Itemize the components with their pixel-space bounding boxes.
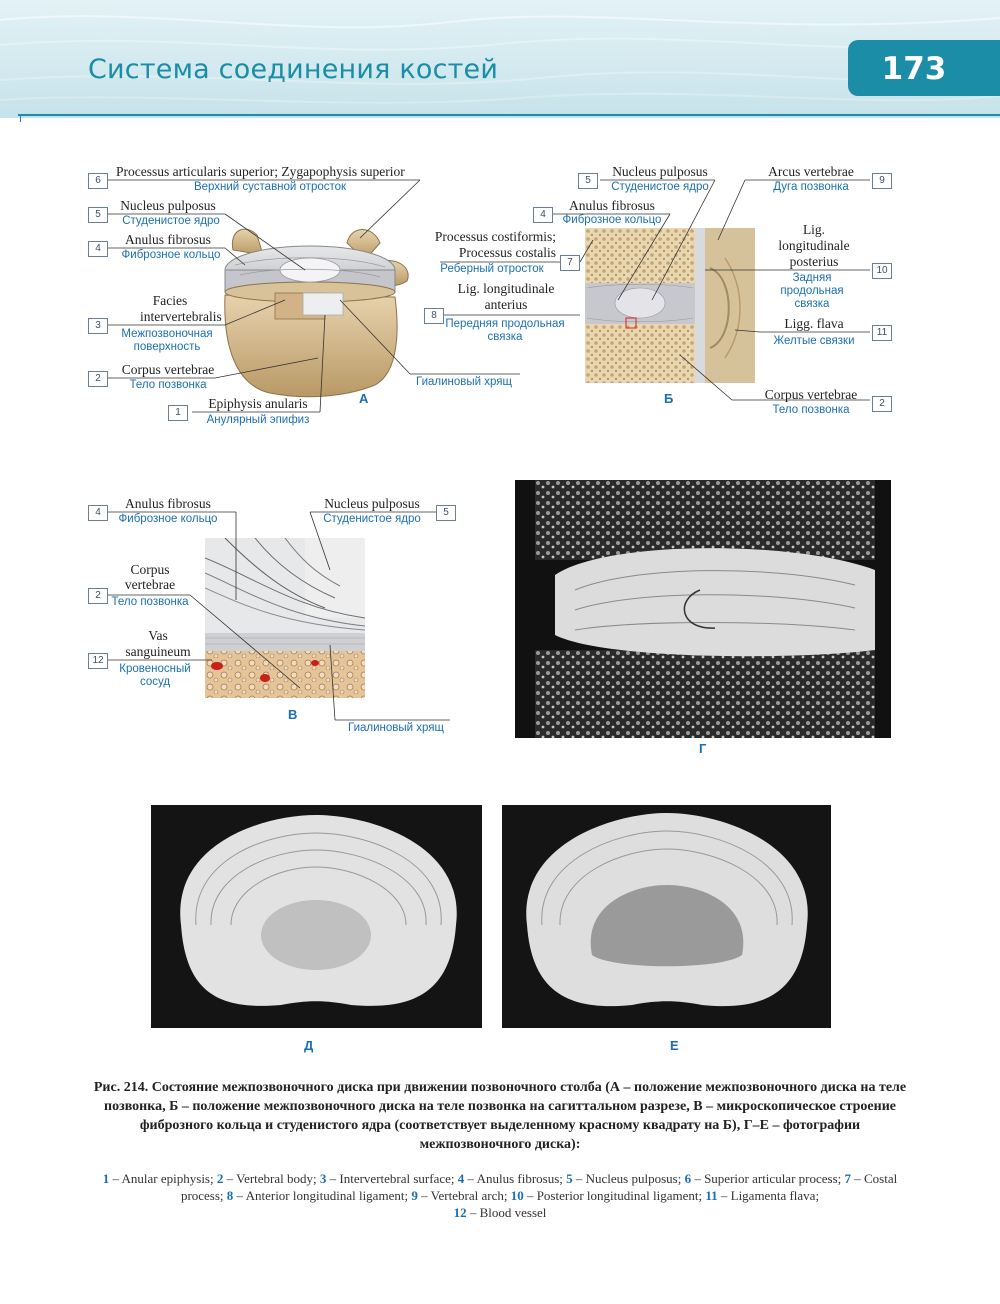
ref-number: 5 [436,505,456,521]
legend-item: 8 – Anterior longitudinal ligament; [226,1188,409,1203]
figure-b-sagittal-section [585,228,755,383]
latin-label: Corpus vertebrae [764,387,858,402]
latin-label: Epiphysis anularis [208,396,308,411]
figure-v-microscopic-illustration [205,538,365,698]
ref-number: 11 [872,325,892,341]
figure-a-vertebra-illustration [215,215,415,405]
ref-number: 12 [88,653,108,669]
russian-label: Тело позвонка [111,596,189,608]
ref-number: 4 [88,241,108,257]
ref-number: 2 [872,396,892,412]
latin-label: Processus costiformis; Processus costalis [434,229,556,260]
figure-caption: Рис. 214. Состояние межпозвоночного диска при движении позвоночного столба (А – положение межпозвоночного диска на теле позвонка, Б – положение межпозвоночного диска на теле позвонка на сагиттальном разрезе, В – микроскопическое строение фиброзного кольца и студенистого ядра (соответствует выделенному красному квадрату на Б), Г–Е – фотографии межпозвоночного диска): [93,1080,907,1152]
latin-label: Vas sanguineum [125,628,191,659]
legend-item: 6 – Superior articular process; [684,1171,842,1186]
ref-number: 8 [424,308,444,324]
russian-label: Межпозвоночная поверхность [121,328,213,353]
figure-v-letter: В [288,707,298,722]
latin-label: Arcus vertebrae [768,164,854,179]
ref-number: 1 [168,405,188,421]
header-rule [18,114,1000,116]
figure-e-letter: Е [670,1038,679,1053]
latin-label: Nucleus pulposus [612,164,708,179]
hyaline-cartilage-label: Гиалиновый хрящ [348,722,444,734]
russian-label: Задняя продольная связка [780,272,844,310]
ref-number: 5 [578,173,598,189]
figure-a-letter: А [359,391,369,406]
figure-legend [84,1170,916,1221]
figure-d-photo [151,805,482,1028]
latin-label: Anulus fibrosus [125,496,211,511]
russian-label: Тело позвонка [772,404,850,416]
figure-d-letter: Д [304,1038,314,1053]
russian-label: Фиброзное кольцо [118,513,218,525]
legend-item: 3 – Intervertebral surface; [319,1171,455,1186]
header-tick [20,114,21,122]
latin-label: Corpus vertebrae [124,562,176,592]
latin-label: Corpus vertebrae [121,362,215,377]
latin-label: Nucleus pulposus [324,496,420,511]
ref-number: 3 [88,318,108,334]
legend-item: 11 – Ligamenta flava; [705,1188,820,1203]
russian-label: Анулярный эпифиз [206,414,310,426]
ref-number: 4 [533,207,553,223]
ref-number: 5 [88,207,108,223]
latin-label: Processus articularis superior; Zygapophysis superior [116,164,405,179]
legend-item: 10 – Posterior longitudinal ligament; [510,1188,703,1203]
hyaline-cartilage-label: Гиалиновый хрящ [416,376,512,388]
legend-item: 2 – Vertebral body; [216,1171,317,1186]
ref-number: 6 [88,173,108,189]
russian-label: Тело позвонка [129,379,207,391]
legend-item: 12 – Blood vessel [453,1205,547,1220]
russian-label: Студенистое ядро [323,513,421,525]
ref-number: 2 [88,588,108,604]
latin-label: Facies intervertebralis [140,293,222,324]
russian-label: Студенистое ядро [611,181,709,193]
ref-number: 2 [88,371,108,387]
russian-label: Фиброзное кольцо [562,214,662,226]
legend-item: 9 – Vertebral arch; [411,1188,508,1203]
russian-label: Верхний суставной отросток [193,181,347,193]
russian-label: Желтые связки [773,335,855,347]
figure-g-photo [515,480,891,738]
ref-number: 10 [872,263,892,279]
figure-b-letter: Б [664,391,674,406]
figure-g-letter: Г [699,741,707,756]
legend-item: 4 – Anulus fibrosus; [457,1171,563,1186]
russian-label: Кровеносный сосуд [119,663,191,688]
page-number: 173 [848,40,1000,96]
ref-number: 7 [560,255,580,271]
latin-label: Anulus fibrosus [569,198,655,213]
russian-label: Дуга позвонка [773,181,849,193]
russian-label: Фиброзное кольцо [121,249,221,261]
latin-label: Lig. longitudinale posterius [778,222,850,269]
legend-item: 7 – Costal process; [180,1171,898,1203]
latin-label: Anulus fibrosus [125,232,211,247]
page-title: Система соединения костей [88,54,499,85]
latin-label: Nucleus pulposus [120,198,216,213]
latin-label: Lig. longitudinale anterius [457,281,555,312]
ref-number: 4 [88,505,108,521]
russian-label: Реберный отросток [440,263,544,275]
figure-e-photo [502,805,831,1028]
russian-label: Передняя продольная связка [445,318,565,343]
latin-label: Ligg. flava [784,316,844,331]
russian-label: Студенистое ядро [122,215,220,227]
legend-item: 1 – Anular epiphysis; [102,1171,214,1186]
ref-number: 9 [872,173,892,189]
legend-item: 5 – Nucleus pulposus; [566,1171,682,1186]
